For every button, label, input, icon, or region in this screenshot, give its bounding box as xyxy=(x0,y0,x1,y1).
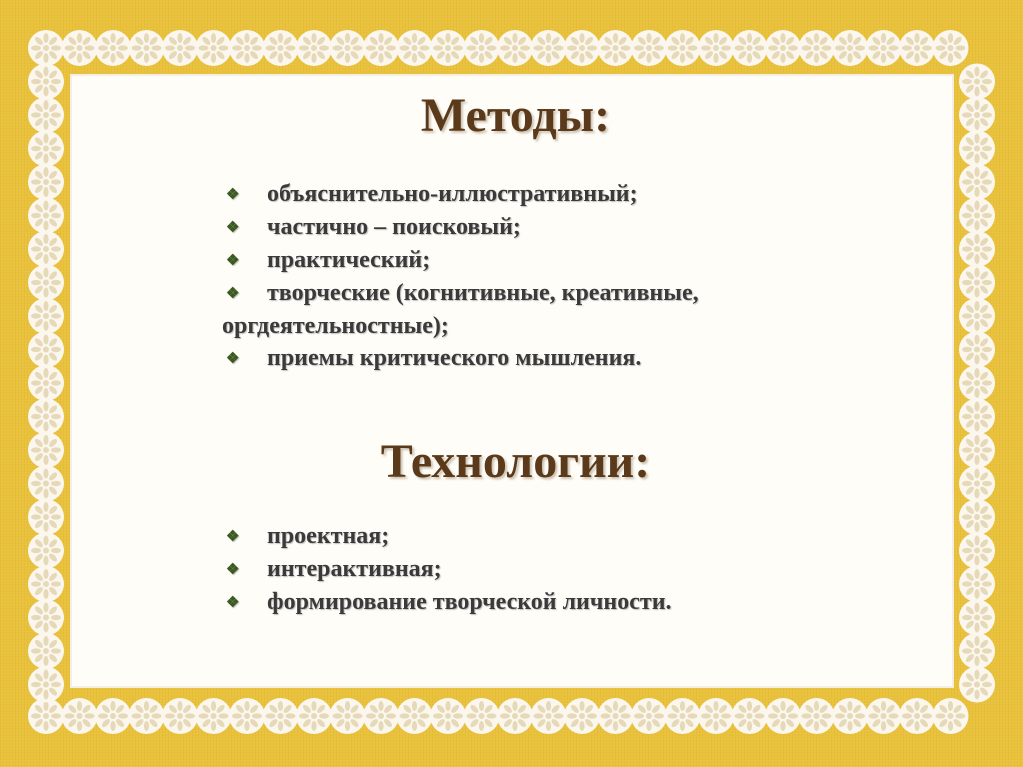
diamond-bullet-icon: ❖ xyxy=(226,220,240,236)
methods-list xyxy=(222,178,842,375)
diamond-bullet-icon: ❖ xyxy=(226,253,240,269)
lace-flower-icon xyxy=(799,30,835,66)
lace-flower-icon xyxy=(497,30,533,66)
lace-flower-icon xyxy=(330,30,366,66)
methods-title: Методы: xyxy=(420,89,611,142)
lace-flower-icon xyxy=(330,698,366,734)
lace-flower-icon xyxy=(665,698,701,734)
lace-flower-icon xyxy=(959,365,995,401)
lace-flower-icon xyxy=(28,265,64,301)
lace-flower-icon xyxy=(866,30,902,66)
lace-flower-icon xyxy=(598,698,634,734)
lace-flower-icon xyxy=(296,30,332,66)
methods-item: ❖ частично – поисковый; xyxy=(222,211,842,244)
lace-flower-icon xyxy=(28,667,64,703)
lace-flower-icon xyxy=(959,566,995,602)
lace-flower-icon xyxy=(28,332,64,368)
lace-flower-icon xyxy=(959,298,995,334)
lace-flower-icon xyxy=(933,30,969,66)
lace-flower-icon xyxy=(229,30,265,66)
lace-flower-icon xyxy=(464,30,500,66)
technologies-item: ❖ формирование творческой личности. xyxy=(222,586,842,619)
lace-flower-icon xyxy=(959,332,995,368)
lace-flower-icon xyxy=(732,698,768,734)
diamond-bullet-icon: ❖ xyxy=(226,187,240,203)
lace-flower-icon xyxy=(799,698,835,734)
lace-flower-icon xyxy=(665,30,701,66)
lace-flower-icon xyxy=(531,30,567,66)
lace-flower-icon xyxy=(129,30,165,66)
lace-flower-icon xyxy=(631,30,667,66)
lace-flower-icon xyxy=(397,698,433,734)
lace-flower-icon xyxy=(959,231,995,267)
lace-flower-icon xyxy=(28,399,64,435)
technologies-list xyxy=(222,520,842,619)
lace-flower-icon xyxy=(899,698,935,734)
lace-flower-icon xyxy=(263,698,299,734)
lace-flower-icon xyxy=(631,698,667,734)
lace-flower-icon xyxy=(28,231,64,267)
methods-item: ❖ объяснительно-иллюстративный; xyxy=(222,178,842,211)
lace-flower-icon xyxy=(363,30,399,66)
lace-flower-icon xyxy=(959,499,995,535)
lace-flower-icon xyxy=(933,698,969,734)
technologies-item: ❖ интерактивная; xyxy=(222,553,842,586)
lace-flower-icon xyxy=(959,667,995,703)
lace-flower-icon xyxy=(866,698,902,734)
lace-flower-icon xyxy=(129,698,165,734)
lace-flower-icon xyxy=(698,698,734,734)
lace-flower-icon xyxy=(296,698,332,734)
lace-flower-icon xyxy=(959,198,995,234)
lace-flower-icon xyxy=(430,30,466,66)
lace-flower-icon xyxy=(564,698,600,734)
methods-item: ❖ приемы критического мышления. xyxy=(222,342,842,375)
lace-flower-icon xyxy=(959,600,995,636)
diamond-bullet-icon: ❖ xyxy=(226,529,240,545)
diamond-bullet-icon: ❖ xyxy=(226,562,240,578)
lace-flower-icon xyxy=(196,30,232,66)
lace-flower-icon xyxy=(698,30,734,66)
lace-flower-icon xyxy=(162,30,198,66)
lace-flower-icon xyxy=(28,164,64,200)
lace-flower-icon xyxy=(28,600,64,636)
diamond-bullet-icon: ❖ xyxy=(226,595,240,611)
lace-flower-icon xyxy=(959,164,995,200)
lace-flower-icon xyxy=(28,698,64,734)
lace-flower-icon xyxy=(765,30,801,66)
lace-flower-icon xyxy=(62,698,98,734)
lace-flower-icon xyxy=(959,633,995,669)
lace-flower-icon xyxy=(363,698,399,734)
lace-flower-icon xyxy=(28,633,64,669)
lace-flower-icon xyxy=(497,698,533,734)
lace-flower-icon xyxy=(959,265,995,301)
lace-flower-icon xyxy=(28,499,64,535)
lace-flower-icon xyxy=(28,566,64,602)
lace-flower-icon xyxy=(28,365,64,401)
lace-flower-icon xyxy=(162,698,198,734)
lace-flower-icon xyxy=(832,30,868,66)
lace-flower-icon xyxy=(196,698,232,734)
lace-flower-icon xyxy=(28,298,64,334)
methods-item: ❖ творческие (когнитивные, креативные, оргдеятельностные); xyxy=(222,280,699,339)
lace-flower-icon xyxy=(28,198,64,234)
lace-flower-icon xyxy=(732,30,768,66)
lace-flower-icon xyxy=(899,30,935,66)
lace-flower-icon xyxy=(959,399,995,435)
methods-item: ❖ практический; xyxy=(222,244,842,277)
lace-flower-icon xyxy=(229,698,265,734)
lace-flower-icon xyxy=(832,698,868,734)
lace-flower-icon xyxy=(564,30,600,66)
lace-flower-icon xyxy=(28,533,64,569)
lace-flower-icon xyxy=(430,698,466,734)
lace-flower-icon xyxy=(531,698,567,734)
lace-flower-icon xyxy=(464,698,500,734)
technologies-title: Технологии: xyxy=(380,435,651,488)
lace-flower-icon xyxy=(397,30,433,66)
diamond-bullet-icon: ❖ xyxy=(226,286,240,302)
lace-flower-icon xyxy=(62,30,98,66)
lace-flower-icon xyxy=(263,30,299,66)
lace-flower-icon xyxy=(95,698,131,734)
technologies-item: ❖ проектная; xyxy=(222,520,842,553)
lace-flower-icon xyxy=(598,30,634,66)
lace-flower-icon xyxy=(28,30,64,66)
diamond-bullet-icon: ❖ xyxy=(226,351,240,367)
lace-flower-icon xyxy=(95,30,131,66)
lace-flower-icon xyxy=(959,533,995,569)
lace-flower-icon xyxy=(765,698,801,734)
